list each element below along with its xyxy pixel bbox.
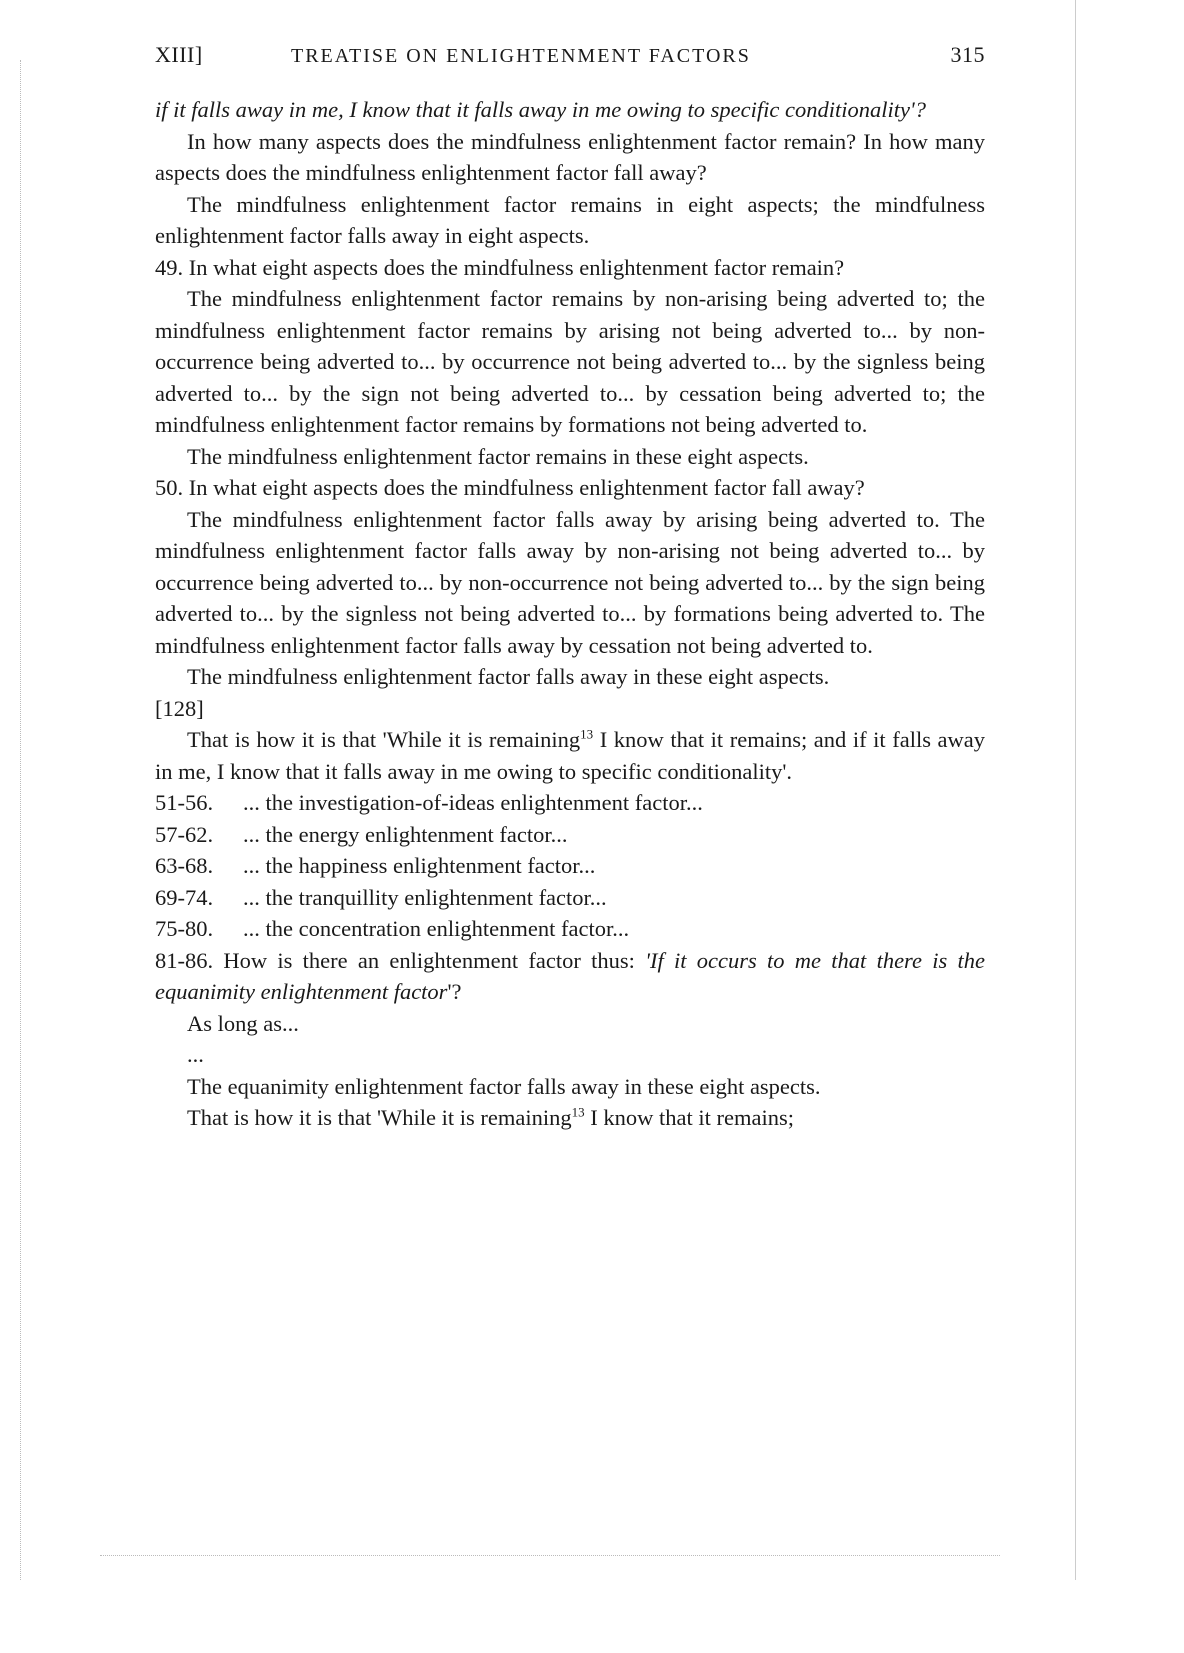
paragraph: The equanimity enlightenment factor falls away in these eight aspects. bbox=[187, 1073, 821, 1099]
list-item bbox=[155, 819, 985, 851]
numbered-question-50: 50. In what eight aspects does the mindfulness enlightenment factor fall away? bbox=[155, 475, 865, 500]
paragraph: The mindfulness enlightenment factor remains in these eight aspects. bbox=[187, 443, 809, 469]
list-number: 63-68. bbox=[155, 853, 214, 878]
list-number: 51-56. bbox=[155, 790, 214, 815]
list-number: 75-80. bbox=[155, 916, 214, 941]
scan-edge-right bbox=[1075, 0, 1076, 1580]
page-reference: [128] bbox=[155, 695, 204, 721]
paragraph bbox=[155, 1102, 985, 1134]
scan-edge-left bbox=[20, 60, 21, 1580]
numbered-question-81-86 bbox=[155, 945, 985, 1008]
book-page bbox=[155, 42, 985, 1134]
paragraph bbox=[155, 724, 985, 787]
running-head bbox=[155, 42, 985, 82]
ellipsis: ... bbox=[187, 1042, 204, 1067]
paragraph: if it falls away in me, I know that it falls away in me owing to specific conditionality'? bbox=[155, 97, 926, 122]
footnote-ref: 13 bbox=[580, 726, 594, 742]
list-text: ... the happiness enlightenment factor... bbox=[243, 853, 596, 878]
list-text: ... the investigation-of-ideas enlightenment factor... bbox=[243, 790, 703, 815]
text: That is how it is that 'While it is remaining bbox=[187, 727, 581, 752]
list-item bbox=[155, 913, 985, 945]
list-text: ... the tranquillity enlightenment factor... bbox=[243, 884, 607, 910]
list-number: 69-74. bbox=[155, 884, 214, 910]
list-text: ... the concentration enlightenment factor... bbox=[243, 916, 630, 941]
paragraph: The mindfulness enlightenment factor remains by non-arising being adverted to; the mindfulness enlightenment factor remains by arising not being adverted to... by non-occurrence being adverted to... by occurrence not being adverted to... by the signless being adverted to... by the sign not being adverted to... by cessation being adverted to; the mindfulness enlightenment factor remains by formations not being adverted to. bbox=[155, 286, 985, 437]
paragraph: In how many aspects does the mindfulness enlightenment factor remain? In how many aspects does the mindfulness enlightenment factor fall away? bbox=[155, 128, 985, 185]
chapter-marker: XIII] bbox=[155, 42, 203, 67]
abbreviated-list bbox=[155, 787, 985, 945]
text: '? bbox=[447, 979, 462, 1004]
list-item bbox=[155, 850, 985, 882]
list-text: ... the energy enlightenment factor... bbox=[243, 821, 568, 847]
text: That is how it is that 'While it is remaining bbox=[187, 1105, 572, 1130]
footnote-ref: 13 bbox=[571, 1104, 585, 1120]
numbered-question-49: 49. In what eight aspects does the mindfulness enlightenment factor remain? bbox=[155, 254, 845, 280]
list-item bbox=[155, 882, 985, 914]
text: I know that it remains; and if it falls away in me, I know that it falls away in me owing to specific conditionality'. bbox=[155, 727, 985, 784]
paragraph: As long as... bbox=[187, 1010, 299, 1036]
paragraph: The mindfulness enlightenment factor remains in eight aspects; the mindfulness enlightenment factor falls away in eight aspects. bbox=[155, 191, 985, 248]
text: 81-86. How is there an enlightenment factor thus: bbox=[155, 947, 646, 973]
running-title: TREATISE ON ENLIGHTENMENT FACTORS bbox=[291, 45, 751, 67]
scan-edge-bottom bbox=[100, 1555, 1000, 1556]
text: I know that it remains; bbox=[584, 1105, 794, 1130]
paragraph: The mindfulness enlightenment factor falls away by arising being adverted to. The mindfulness enlightenment factor falls away by non-arising not being adverted to... by occurrence being adverted to... by non-occurrence not being adverted to... by the sign being adverted to... by the signless not being adverted to... by formations being adverted to. The mindfulness enlightenment factor falls away by cessation not being adverted to. bbox=[155, 506, 985, 658]
list-number: 57-62. bbox=[155, 821, 214, 847]
paragraph: The mindfulness enlightenment factor falls away in these eight aspects. bbox=[187, 664, 830, 689]
page-body bbox=[155, 94, 985, 1134]
list-item bbox=[155, 787, 985, 819]
page-number: 315 bbox=[950, 42, 985, 67]
italic-text: 'If it occurs to me that there is the equanimity enlightenment factor bbox=[155, 947, 985, 1004]
